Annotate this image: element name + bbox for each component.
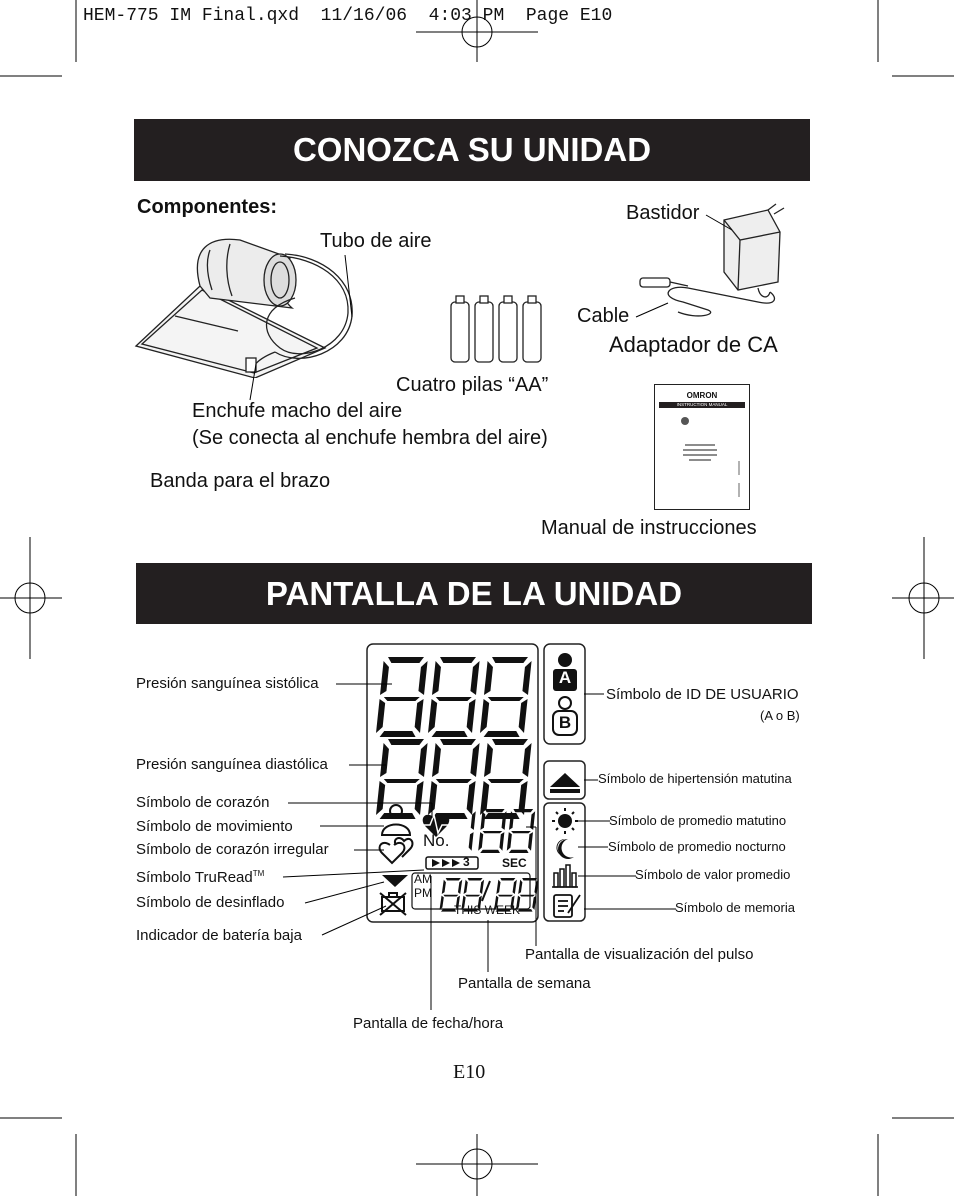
lcd-no: No. (423, 831, 450, 850)
print-slug: HEM-775 IM Final.qxd 11/16/06 4:03 PM Page E10 (83, 6, 613, 26)
lcd-sec: SEC (502, 856, 527, 870)
label-morning-average: Símbolo de promedio matutino (609, 813, 787, 828)
label-batteries: Cuatro pilas “AA” (396, 374, 549, 396)
section-title-components: CONOZCA SU UNIDAD (134, 119, 810, 181)
lcd-pm: PM (414, 886, 432, 900)
lcd-truread-count: 3 (463, 855, 470, 869)
label-diastolic: Presión sanguínea diastólica (136, 756, 328, 773)
label-systolic: Presión sanguínea sistólica (136, 675, 319, 692)
label-plug-line2: (Se conecta al enchufe hembra del aire) (192, 427, 548, 449)
label-irregular-heart: Símbolo de corazón irregular (136, 841, 329, 858)
label-memory: Símbolo de memoria (675, 900, 795, 915)
label-plug-line1: Enchufe macho del aire (192, 400, 403, 422)
label-air-tube: Tubo de aire (320, 230, 432, 252)
label-truread (136, 869, 264, 886)
lcd-this-week: THIS WEEK (454, 903, 521, 917)
label-pulse-display: Pantalla de visualización del pulso (525, 946, 754, 963)
label-ac-adapter: Adaptador de CA (609, 332, 778, 357)
label-manual: Manual de instrucciones (541, 517, 757, 539)
label-user-id: Símbolo de ID DE USUARIO (606, 686, 799, 703)
page-number: E10 (453, 1061, 486, 1083)
label-truread-text: Símbolo TruRead (136, 869, 253, 886)
components-heading: Componentes: (137, 196, 277, 218)
label-datetime-display: Pantalla de fecha/hora (353, 1015, 504, 1032)
lcd-user-b: B (558, 713, 572, 732)
manual-brand: OMRON (686, 391, 718, 400)
label-morning-hypertension: Símbolo de hipertensión matutina (598, 771, 792, 786)
label-user-id-sub: (A o B) (760, 708, 800, 723)
label-heart: Símbolo de corazón (136, 794, 270, 811)
label-week-display: Pantalla de semana (458, 975, 591, 992)
lcd-user-a: A (558, 668, 572, 687)
label-housing: Bastidor (626, 202, 700, 224)
label-truread-tm: TM (252, 869, 265, 878)
manual-band: INSTRUCTION MANUAL (659, 402, 745, 408)
label-cable: Cable (577, 305, 630, 327)
section-title-display: PANTALLA DE LA UNIDAD (136, 563, 812, 624)
label-night-average: Símbolo de promedio nocturno (608, 839, 786, 854)
label-average-value: Símbolo de valor promedio (635, 867, 791, 882)
lcd-am: AM (414, 872, 432, 886)
label-arm-cuff: Banda para el brazo (150, 470, 331, 492)
label-low-battery: Indicador de batería baja (136, 927, 302, 944)
label-deflate: Símbolo de desinflado (136, 894, 285, 911)
label-movement: Símbolo de movimiento (136, 818, 293, 835)
